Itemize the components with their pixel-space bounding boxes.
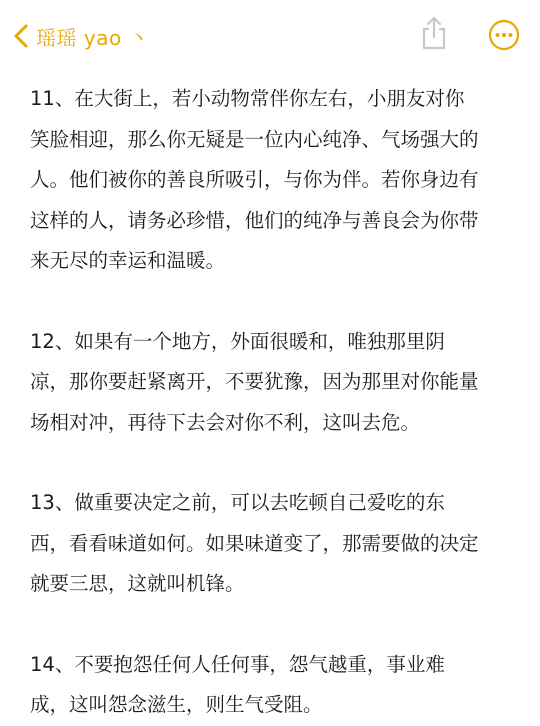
text-line: 这样的人，请务必珍惜，他们的纯净与善良会为你带 (30, 208, 479, 232)
text-line: 西，看看味道如何。如果味道变了，那需要做的决定 (30, 531, 479, 555)
text-line: 11、在大街上，若小动物常伴你左右，小朋友对你 (30, 87, 465, 110)
note-paragraph (30, 322, 520, 444)
text-line: 就要三思，这就叫机锋。 (30, 572, 245, 595)
text-line: 凉，那你要赶紧离开，不要犹豫，因为那里对你能量 (30, 370, 479, 393)
note-paragraph (30, 483, 520, 605)
text-line: 13、做重要决定之前，可以去吃顿自己爱吃的东 (30, 491, 445, 514)
text-line: 14、不要抱怨任何人任何事，怨气越重，事业难 (30, 652, 445, 676)
text-line: 人。他们被你的善良所吸引，与你为伴。若你身边有 (30, 168, 479, 191)
text-line: 来无尽的幸运和温暖。 (30, 249, 226, 272)
chevron-left-icon (14, 24, 28, 48)
share-icon (420, 36, 448, 55)
navigation-bar (0, 0, 540, 70)
back-button[interactable] (14, 20, 149, 52)
note-body[interactable] (30, 79, 520, 726)
back-label: 瑶瑶 yao 丶 (36, 25, 150, 50)
more-options-button[interactable] (488, 19, 520, 51)
text-line: 场相对冲，再待下去会对你不利，这叫去危。 (30, 410, 421, 434)
text-line: 笑脸相迎，那么你无疑是一位内心纯净、气场强大的 (30, 127, 479, 151)
more-icon (488, 36, 520, 55)
note-paragraph (30, 79, 520, 282)
text-line: 成，这叫怨念滋生，则生气受阻。 (30, 693, 323, 716)
text-line: 12、如果有一个地方，外面很暖和，唯独那里阴 (30, 329, 445, 353)
note-paragraph (30, 645, 520, 726)
share-button[interactable] (420, 15, 448, 51)
